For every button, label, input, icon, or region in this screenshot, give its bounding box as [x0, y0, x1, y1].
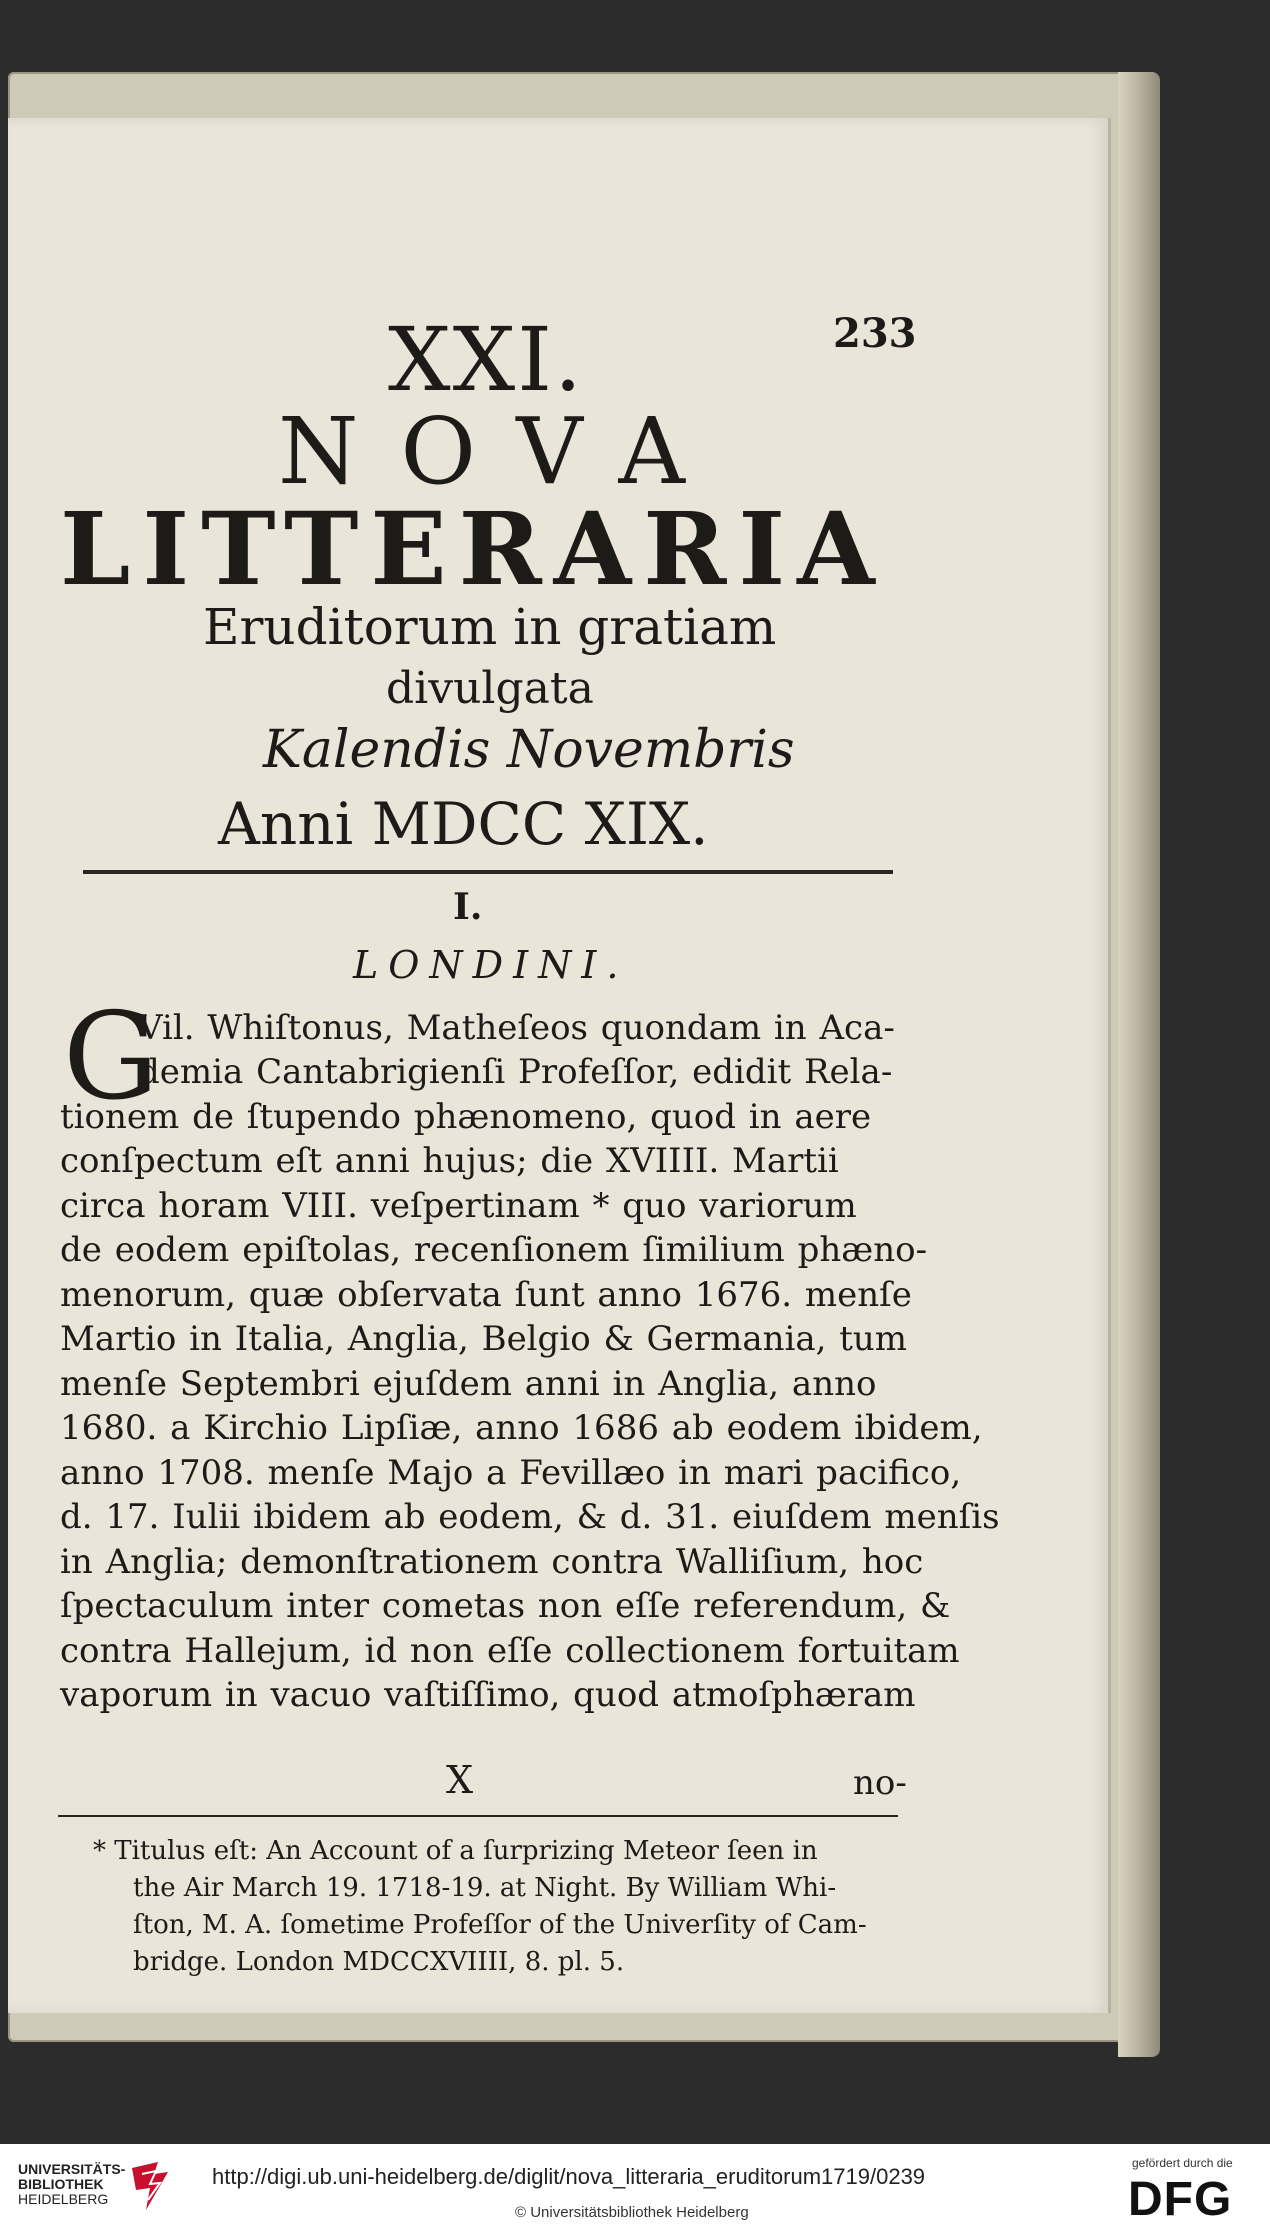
footnote-line: * Titulus eſt: An Account of a ſurprizing Meteor ſeen in: [93, 1836, 818, 1866]
body-line: 1680. a Kirchio Lipſiæ, anno 1686 ab eodem ibidem,: [60, 1408, 983, 1448]
body-line: tionem de ſtupendo phænomeno, quod in aere: [60, 1097, 872, 1137]
section-number: I.: [453, 886, 483, 928]
book-fore-edge: [1118, 72, 1160, 2057]
catchword: no-: [853, 1763, 907, 1803]
body-line: de eodem epiſtolas, recenſionem ſimilium phæno-: [60, 1230, 928, 1270]
funder-note: gefördert durch die: [1132, 2156, 1233, 2170]
body-line: Martio in Italia, Anglia, Belgio & Germania, tum: [60, 1319, 908, 1359]
footnote-line: bridge. London MDCCXVIIII, 8. pl. 5.: [133, 1947, 625, 1977]
section-city: LONDINI.: [353, 943, 629, 987]
title-year: Anni MDCC XIX.: [218, 790, 709, 858]
footnote-line: the Air March 19. 1718-19. at Night. By William Whi-: [133, 1873, 837, 1903]
footnote-rule: [58, 1815, 898, 1817]
page-number: 233: [833, 310, 917, 357]
body-line: contra Hallejum, id non eſſe collectionem fortuitam: [60, 1631, 960, 1671]
body-line: anno 1708. menſe Majo a Fevillæo in mari pacifico,: [60, 1453, 962, 1493]
drop-capital: G: [63, 988, 159, 1127]
footnote-line: ſton, M. A. ſometime Profeſſor of the Univerſity of Cam-: [133, 1910, 867, 1940]
library-name-line: UNIVERSITÄTS-: [18, 2161, 126, 2177]
title-nova: NOVA: [278, 398, 727, 505]
permalink-url[interactable]: http://digi.ub.uni-heidelberg.de/diglit/nova_litteraria_eruditorum1719/0239: [212, 2164, 926, 2189]
library-logo-text[interactable]: [18, 2162, 125, 2207]
title-divulgata: divulgata: [386, 663, 594, 714]
body-line: menorum, quæ obſervata ſunt anno 1676. menſe: [60, 1275, 912, 1315]
body-line: demia Cantabrigienſi Profeſſor, edidit Rela-: [138, 1052, 893, 1092]
dfg-logo[interactable]: DFG: [1128, 2173, 1233, 2226]
library-name-line: HEIDELBERG: [18, 2191, 109, 2207]
body-line: ſpectaculum inter cometas non eſſe referendum, &: [60, 1586, 951, 1626]
body-line: menſe Septembri ejuſdem anni in Anglia, anno: [60, 1364, 877, 1404]
signature-mark: X: [446, 1758, 474, 1802]
title-litteraria: LITTERARIA: [60, 490, 887, 608]
body-line: circa horam VIII. veſpertinam * quo variorum: [60, 1186, 857, 1226]
body-line: vaporum in vacuo vaſtiſſimo, quod atmoſphæram: [60, 1675, 916, 1715]
copyright-notice: © Universitätsbibliothek Heidelberg: [515, 2204, 749, 2221]
library-logo-icon[interactable]: [128, 2160, 174, 2212]
title-rule: [83, 870, 893, 874]
title-kalendis: Kalendis Novembris: [263, 720, 795, 780]
body-line: in Anglia; demonſtrationem contra Walliſium, hoc: [60, 1542, 924, 1582]
title-eruditorum: Eruditorum in gratiam: [203, 598, 777, 656]
body-line: conſpectum eſt anni hujus; die XVIIII. Martii: [60, 1141, 839, 1181]
body-line: Vil. Whiſtonus, Matheſeos quondam in Aca-: [138, 1008, 895, 1048]
library-name-line: BIBLIOTHEK: [18, 2176, 104, 2192]
viewer-footer: [0, 2144, 1270, 2236]
body-line: d. 17. Iulii ibidem ab eodem, & d. 31. eiuſdem menſis: [60, 1497, 1000, 1537]
book-page: [8, 118, 1111, 2013]
chapter-number: XXI.: [388, 308, 585, 411]
